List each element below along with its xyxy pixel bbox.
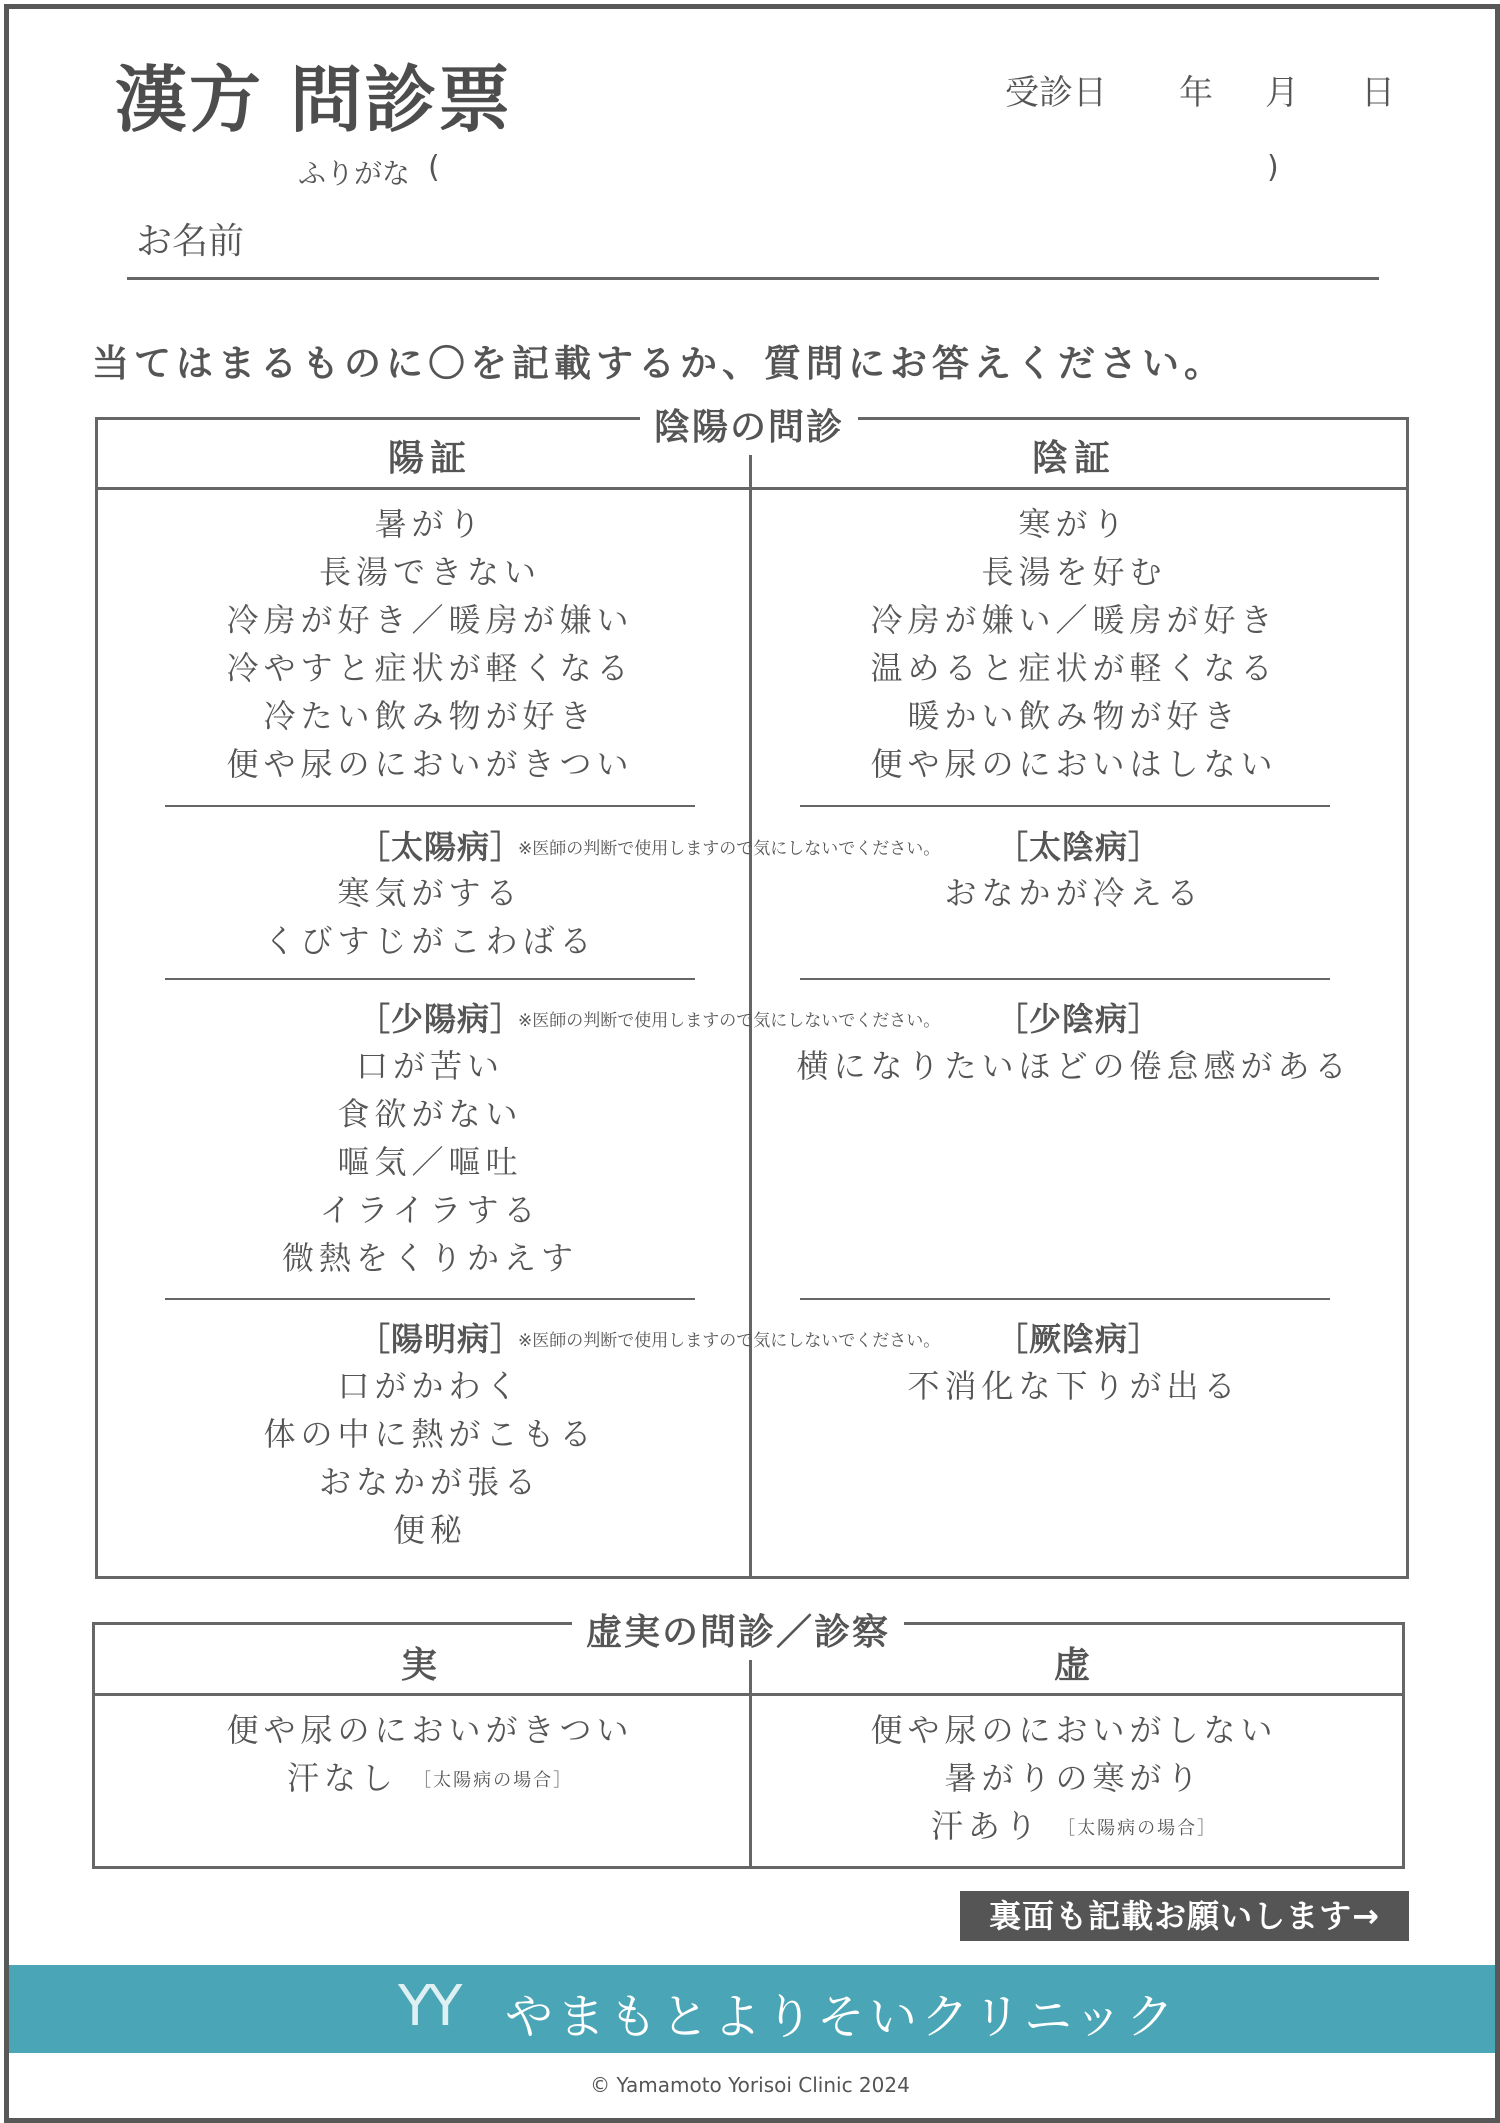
yang-header: 陽証 xyxy=(387,438,472,479)
section-separator xyxy=(800,805,1330,807)
list-item[interactable]: 冷房が嫌い／暖房が好き xyxy=(870,601,1278,639)
furigana-paren-open: ( xyxy=(428,150,440,185)
list-item[interactable]: 冷房が好き／暖房が嫌い xyxy=(226,601,634,639)
yinyang-header-divider xyxy=(95,487,1409,490)
list-item[interactable]: おなかが張る xyxy=(318,1463,541,1501)
list-item[interactable]: 体の中に熱がこもる xyxy=(263,1415,597,1453)
yang-general-list xyxy=(140,500,720,788)
jitsu-list xyxy=(140,1706,720,1802)
kyo-list xyxy=(784,1706,1364,1850)
shoyo-list xyxy=(140,1042,720,1282)
list-item[interactable]: 暑がりの寒がり xyxy=(944,1759,1204,1797)
taiyo-label: ［太陽病］ xyxy=(358,828,524,866)
list-item[interactable]: 便や尿のにおいがしない xyxy=(870,1711,1278,1749)
list-item[interactable]: 微熱をくりかえす xyxy=(281,1239,578,1277)
instruction-text: 当てはまるものに〇を記載するか、質問にお答えください。 xyxy=(92,342,1226,385)
list-item[interactable]: 便や尿のにおいはしない xyxy=(870,745,1278,783)
visit-date-row xyxy=(1005,65,1395,114)
clinic-logo-mark: YY xyxy=(398,1974,459,2039)
list-item[interactable]: 冷たい飲み物が好き xyxy=(263,697,597,735)
section-separator xyxy=(165,805,695,807)
kyojitsu-center-divider xyxy=(749,1660,752,1869)
list-item[interactable]: 口がかわく xyxy=(337,1367,523,1405)
day-label: 日 xyxy=(1361,73,1395,113)
yin-general-list xyxy=(784,500,1364,788)
shoin-label: ［少陰病］ xyxy=(996,1000,1162,1038)
name-field-line[interactable] xyxy=(127,277,1379,280)
back-side-notice: 裏面も記載お願いします→ xyxy=(960,1891,1409,1941)
kyo-header: 虚 xyxy=(1053,1645,1096,1686)
taiin-label: ［太陰病］ xyxy=(996,828,1162,866)
list-item[interactable]: おなかが冷える xyxy=(944,874,1204,912)
year-label: 年 xyxy=(1179,73,1213,113)
list-item-text: 汗なし xyxy=(286,1759,398,1797)
list-item[interactable]: 寒がり xyxy=(1018,505,1130,543)
clinic-name: やまもとよりそいクリニック xyxy=(505,1989,1179,2045)
list-item[interactable]: 長湯できない xyxy=(318,553,541,591)
jitsu-header: 実 xyxy=(400,1645,443,1686)
taiin-list xyxy=(784,869,1364,917)
kyojitsu-title: 虚実の問診／診察 xyxy=(572,1604,904,1655)
section-separator xyxy=(165,978,695,980)
doctor-note: ※医師の判断で使用しますので気にしないでください。 xyxy=(518,1011,941,1031)
yomei-list xyxy=(140,1362,720,1554)
list-item[interactable]: 暖かい飲み物が好き xyxy=(907,697,1241,735)
list-item[interactable]: 口が苦い xyxy=(355,1047,504,1085)
visit-date-label: 受診日 xyxy=(1005,73,1107,113)
taiyo-case-note: ［太陽病の場合］ xyxy=(1057,1818,1218,1839)
list-item-text: 汗あり xyxy=(930,1807,1042,1845)
list-item[interactable]: 長湯を好む xyxy=(981,553,1167,591)
ketsuin-list xyxy=(784,1362,1364,1410)
list-item[interactable]: 横になりたいほどの倦怠感がある xyxy=(796,1047,1352,1085)
name-label: お名前 xyxy=(136,221,245,262)
list-item[interactable]: 便や尿のにおいがきつい xyxy=(226,1711,634,1749)
list-item[interactable]: 便や尿のにおいがきつい xyxy=(226,745,634,783)
yinyang-title: 陰陽の問診 xyxy=(640,399,858,450)
shoyo-label: ［少陽病］ xyxy=(358,1000,524,1038)
shoin-list xyxy=(784,1042,1364,1090)
list-item[interactable]: 寒気がする xyxy=(337,874,523,912)
taiyo-case-note: ［太陽病の場合］ xyxy=(413,1770,574,1791)
form-title: 漢方 問診票 xyxy=(115,58,513,142)
list-item[interactable]: 便秘 xyxy=(392,1511,467,1549)
list-item[interactable]: 暑がり xyxy=(374,505,486,543)
list-item[interactable]: 不消化な下りが出る xyxy=(907,1367,1241,1405)
list-item[interactable]: 食欲がない xyxy=(337,1095,523,1133)
furigana-label: ふりがな xyxy=(298,157,411,190)
yin-header: 陰証 xyxy=(1031,438,1116,479)
list-item[interactable]: 冷やすと症状が軽くなる xyxy=(226,649,634,687)
yomei-label: ［陽明病］ xyxy=(358,1320,524,1358)
ketsuin-label: ［厥陰病］ xyxy=(996,1320,1162,1358)
list-item[interactable] xyxy=(140,1754,720,1802)
doctor-note: ※医師の判断で使用しますので気にしないでください。 xyxy=(518,839,941,859)
copyright: © Yamamoto Yorisoi Clinic 2024 xyxy=(590,2073,910,2097)
list-item[interactable]: 嘔気／嘔吐 xyxy=(337,1143,523,1181)
month-label: 月 xyxy=(1265,73,1299,113)
doctor-note: ※医師の判断で使用しますので気にしないでください。 xyxy=(518,1331,941,1351)
list-item[interactable]: 温めると症状が軽くなる xyxy=(870,649,1278,687)
section-separator xyxy=(800,1298,1330,1300)
list-item[interactable] xyxy=(784,1802,1364,1850)
section-separator xyxy=(800,978,1330,980)
list-item[interactable]: イライラする xyxy=(319,1191,541,1229)
list-item[interactable]: くびすじがこわばる xyxy=(263,922,597,960)
furigana-paren-close: ) xyxy=(1267,150,1279,185)
taiyo-list xyxy=(140,869,720,965)
section-separator xyxy=(165,1298,695,1300)
